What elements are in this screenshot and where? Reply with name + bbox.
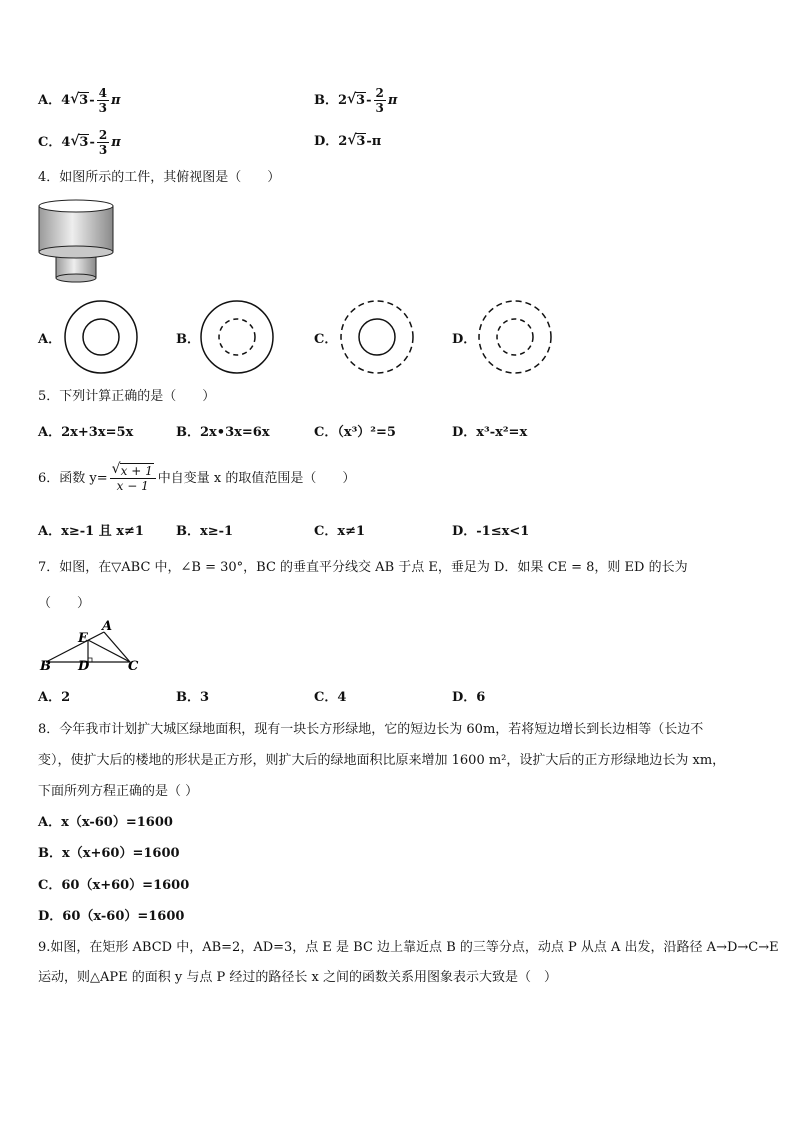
q7-option-d: D．6 [452,690,486,705]
q3-option-c: C．4 √ 3- $\frac{2}{3}$ π [38,128,121,157]
fig-label-e: E [78,631,88,646]
q5-stem: 5．下列计算正确的是（ ） [38,389,216,404]
fraction: $\frac{2}{3}$ [375,86,384,115]
fraction: $\frac{2}{3}$ [98,128,108,157]
q4-option-d-figure [476,298,554,376]
q4-option-a-figure [62,298,140,376]
fraction: $\frac{4}{3}$ [98,86,107,115]
q3-option-d: D．2 √ 3-π [314,132,382,149]
q8-line-2: 变），使扩大后的楼地的形状是正方形，则扩大后的绿地面积比原来增加 1600 m²，设扩大后的正方形绿地边长为 xm， [38,753,726,768]
q8-option-d: D．60（x-60）=1600 [38,909,185,924]
q7-option-b: B．3 [176,690,210,705]
q8-option-a: A．x（x-60）=1600 [38,815,173,830]
q4-option-c-figure [338,298,416,376]
fig-label-a: A [102,619,113,634]
q4-stem: 4．如图所示的工件，其俯视图是（ ） [38,170,281,185]
q5-option-a: A．2x+3x=5x [38,425,134,440]
q7-option-a: A．2 [38,690,71,705]
q8-line-1: 8．今年我市计划扩大城区绿地面积，现有一块长方形绿地，它的短边长为 60m，若将短边增长到长边相等（长边不 [38,722,704,737]
sqrt-symbol: √ x + 1 [111,461,153,478]
q4-option-d: D． [452,332,477,347]
q5-option-b: B．2x•3x=6x [176,425,270,440]
q4-option-b-figure [198,298,276,376]
q4-option-c: C． [314,332,338,347]
q8-line-3: 下面所列方程正确的是（ ） [38,784,199,799]
function-fraction: √ x + 1 x − 1 [110,464,156,493]
sqrt-symbol: √ 3 [347,132,366,149]
q8-option-b: B．x（x+60）=1600 [38,846,180,861]
q5-option-d: D．x³-x²=x [452,425,528,440]
q9-line-2: 运动，则△APE 的面积 y 与点 P 经过的路径长 x 之间的函数关系用图象表示大致是（ ） [38,970,557,985]
fig-label-d: D [78,659,90,674]
q8-option-c: C．60（x+60）=1600 [38,878,190,893]
sqrt-symbol: √ 3 [70,133,89,150]
q6-option-d: D．-1≤x<1 [452,524,530,539]
q7-option-c: C．4 [314,690,347,705]
fig-label-c: C [128,659,139,674]
q7-triangle-figure [40,620,150,672]
q7-stem: 7．如图，在▽ABC 中，∠B = 30°，BC 的垂直平分线交 AB 于点 E，垂足为 D．如果 CE = 8，则 ED 的长为 [38,560,688,575]
q7-paren: （ ） [38,596,91,611]
q3-option-a: A．4 √ 3- $\frac{4}{3}$ π [38,86,121,115]
q6-option-b: B．x≥-1 [176,524,234,539]
workpiece-figure [36,198,116,284]
q9-line-1: 9.如图，在矩形 ABCD 中，AB=2，AD=3，点 E 是 BC 边上靠近点 B 的三等分点，动点 P 从点 A 出发，沿路径 A→D→C→E [38,940,779,955]
q4-option-b: B． [176,332,200,347]
fig-label-b: B [40,659,51,674]
q6-stem: 6．函数 y= √ x + 1 x − 1 中自变量 x 的取值范围是（ ） [38,461,356,493]
q6-option-c: C．x≠1 [314,524,366,539]
q4-option-a: A． [38,332,62,347]
q3-option-b: B．2 √ 3- $\frac{2}{3}$ π [314,86,398,115]
q6-option-a: A．x≥-1 且 x≠1 [38,524,144,539]
q5-option-c: C．（x³）²=5 [314,425,396,440]
sqrt-symbol: √ 3 [347,91,366,108]
sqrt-symbol: √ 3 [70,91,89,108]
